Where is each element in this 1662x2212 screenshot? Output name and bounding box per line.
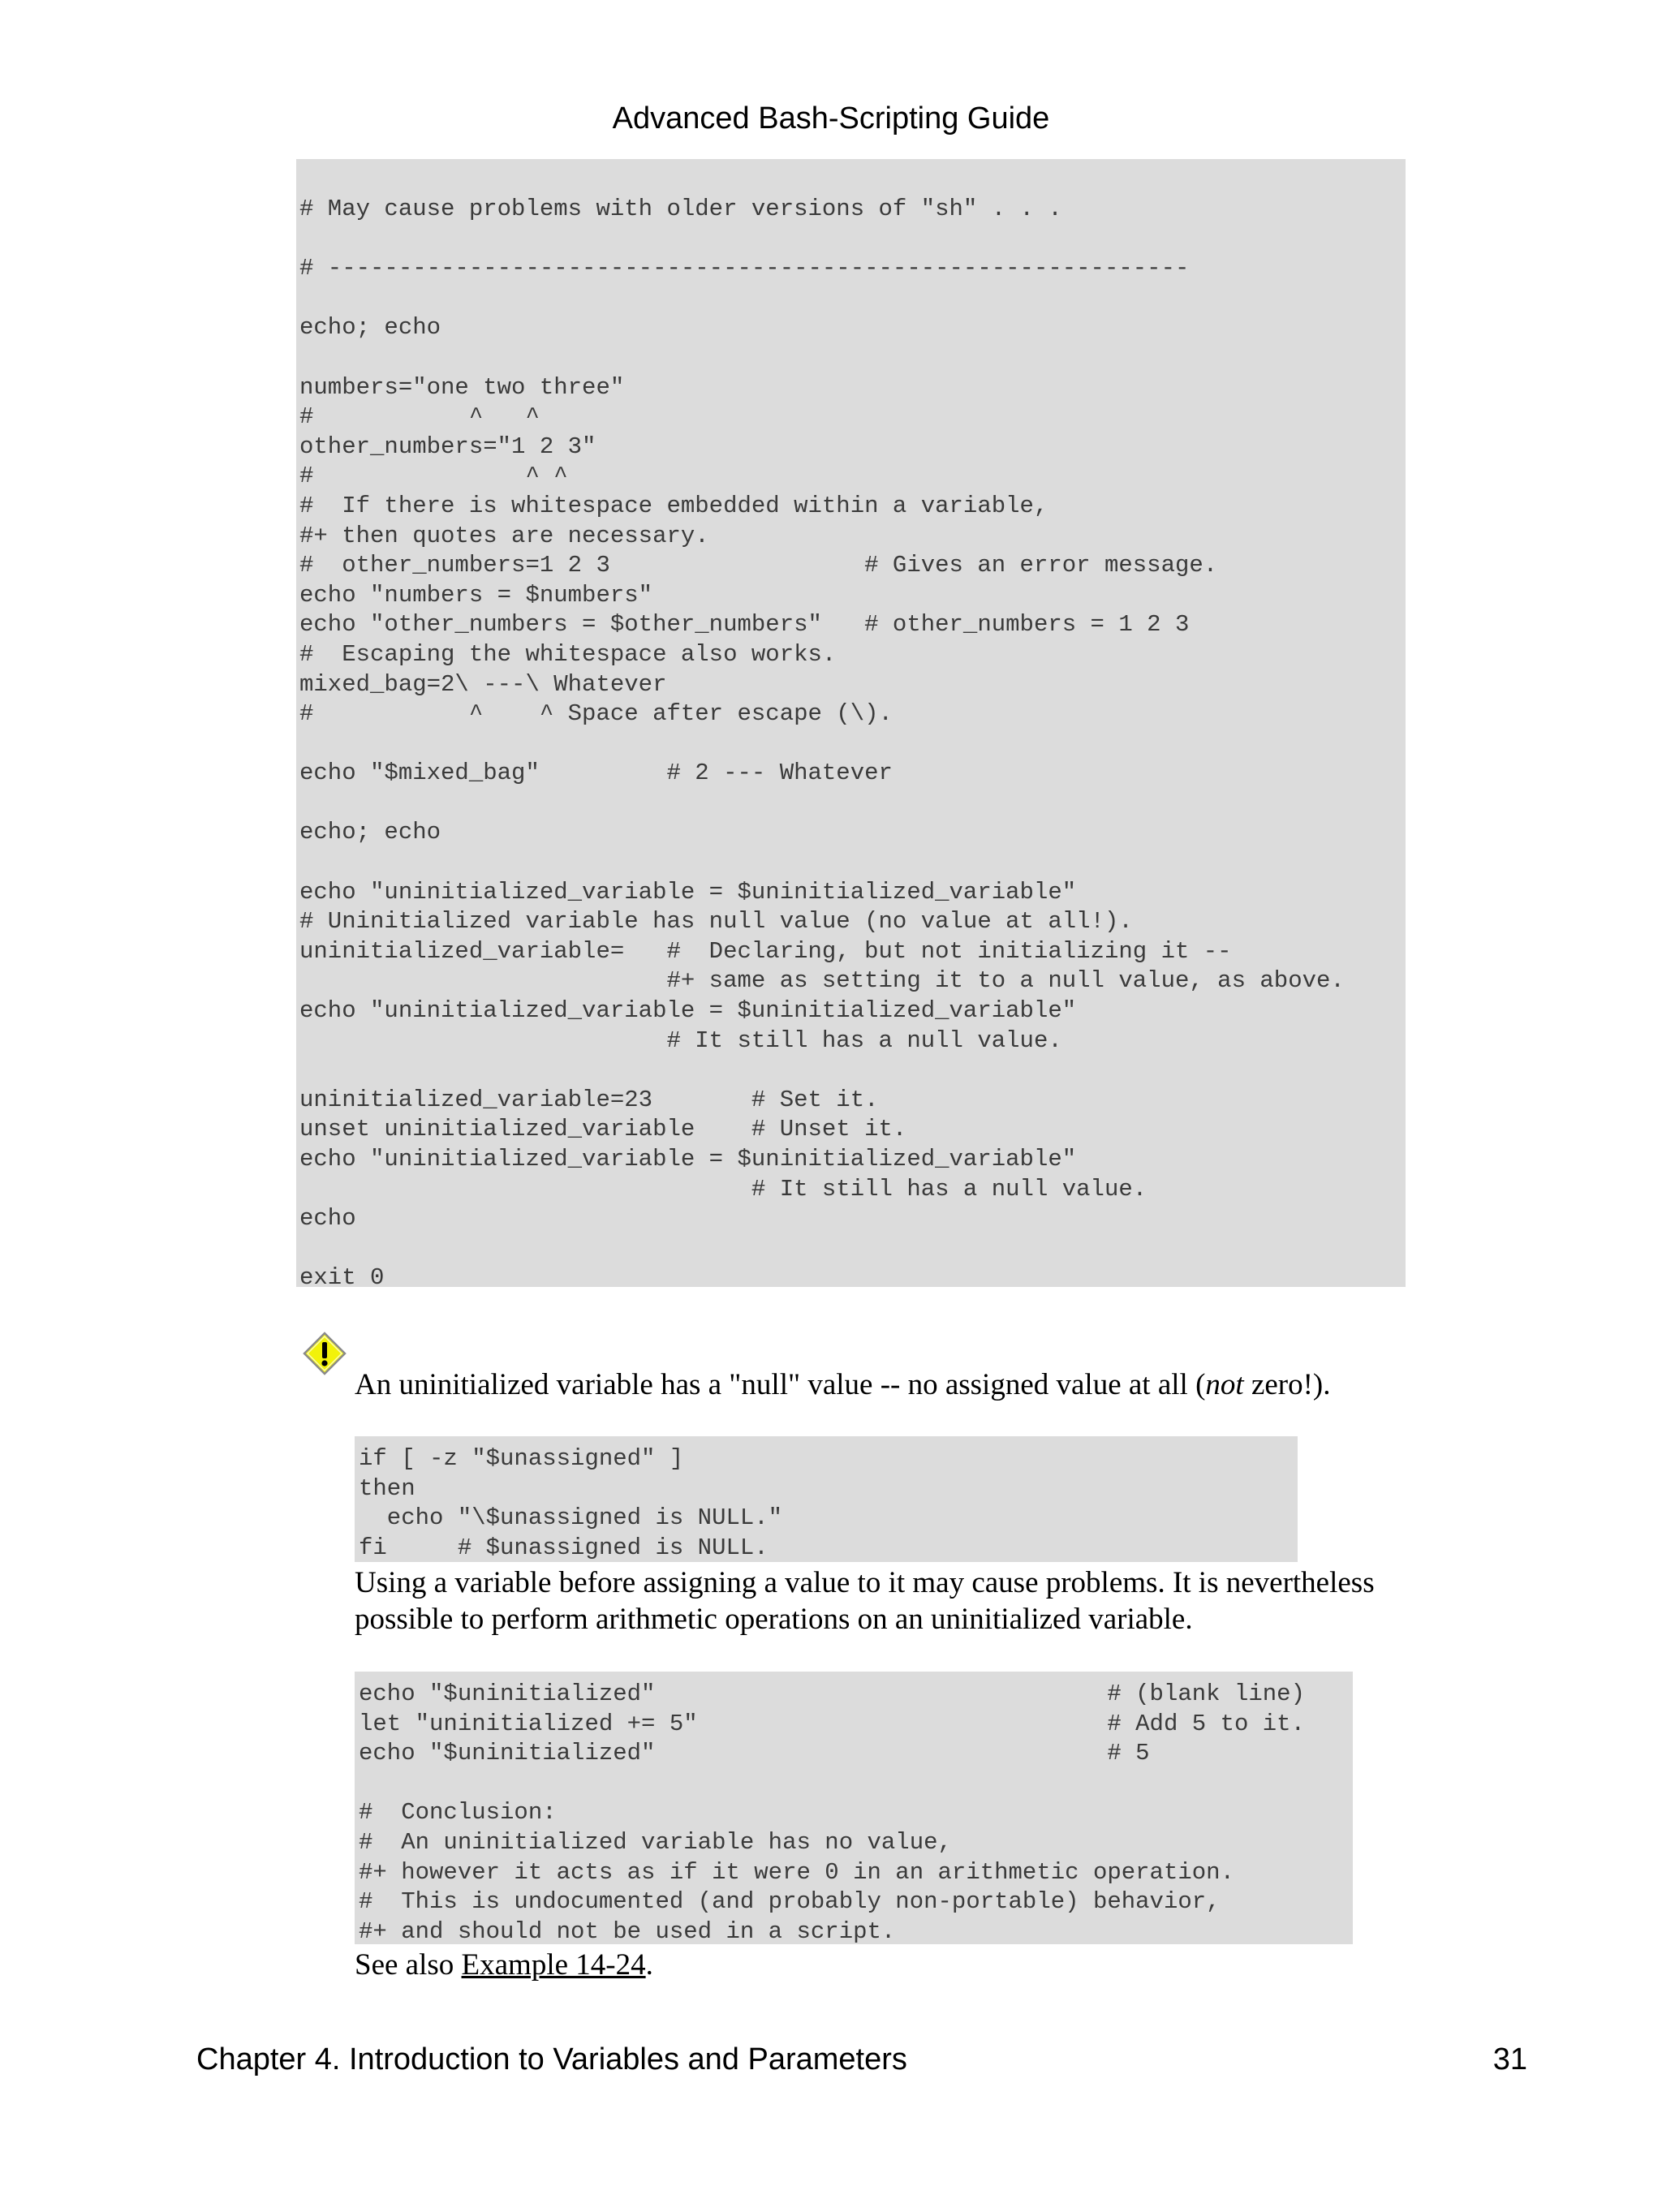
code-line bbox=[299, 1234, 1406, 1264]
see-also-suffix: . bbox=[645, 1948, 653, 1982]
code-line: echo "$mixed_bag" # 2 --- Whatever bbox=[299, 760, 893, 787]
code-line: # An uninitialized variable has no value, bbox=[359, 1828, 952, 1856]
code-line: fi # $unassigned is NULL. bbox=[359, 1534, 769, 1561]
code-line bbox=[299, 848, 1406, 878]
footer-chapter-title: Chapter 4. Introduction to Variables and Parameters bbox=[196, 2042, 907, 2076]
code-line: # It still has a null value. bbox=[299, 1175, 1147, 1203]
code-line: echo "uninitialized_variable = $uninitialized_variable" bbox=[299, 878, 1077, 906]
code-line: # Escaping the whitespace also works. bbox=[299, 640, 837, 668]
code-line bbox=[299, 729, 1406, 760]
code-line: #+ however it acts as if it were 0 in an arithmetic operation. bbox=[359, 1858, 1234, 1886]
code-line: # Conclusion: bbox=[359, 1799, 557, 1827]
code-line: #+ same as setting it to a null value, as above. bbox=[299, 967, 1345, 995]
page-number: 31 bbox=[1492, 2042, 1527, 2076]
code-line bbox=[299, 343, 1406, 373]
code-line: # other_numbers=1 2 3 # Gives an error message. bbox=[299, 552, 1218, 579]
code-line bbox=[299, 225, 1406, 255]
code-line: #+ then quotes are necessary. bbox=[299, 522, 709, 549]
code-line: # Uninitialized variable has null value (no value at all!). bbox=[299, 908, 1133, 936]
code-line: # ^ ^ bbox=[299, 463, 568, 490]
code-line: echo "$uninitialized" # (blank line) bbox=[359, 1681, 1305, 1707]
code-line: unset uninitialized_variable # Unset it. bbox=[299, 1116, 907, 1143]
caution-text-before: An uninitialized variable has a "null" value -- no assigned value at all ( bbox=[355, 1368, 1206, 1401]
code-line: #+ and should not be used in a script. bbox=[359, 1917, 896, 1944]
code-line: echo "\$unassigned is NULL." bbox=[359, 1504, 783, 1532]
code-line bbox=[299, 284, 1406, 314]
code-line: # This is undocumented (and probably non-portable) behavior, bbox=[359, 1888, 1221, 1916]
code-line: echo bbox=[299, 1205, 356, 1233]
code-line: if [ -z "$unassigned" ] bbox=[359, 1445, 684, 1472]
code-line: mixed_bag=2\ ---\ Whatever bbox=[299, 670, 667, 698]
code-line: # May cause problems with older versions of "sh" . . . bbox=[299, 196, 1062, 222]
code-line: uninitialized_variable= # Declaring, but not initializing it -- bbox=[299, 937, 1232, 965]
page-header: Advanced Bash-Scripting Guide bbox=[612, 101, 1050, 136]
code-block-main bbox=[296, 159, 1406, 1287]
code-line: # If there is whitespace embedded within a variable, bbox=[299, 492, 1048, 519]
code-line: uninitialized_variable=23 # Set it. bbox=[299, 1086, 879, 1113]
code-line: then bbox=[359, 1474, 416, 1502]
see-also-prefix: See also bbox=[355, 1948, 462, 1982]
code-line bbox=[359, 1769, 1353, 1799]
code-line: echo "uninitialized_variable = $uninitialized_variable" bbox=[299, 1146, 1077, 1173]
code-line: # ^ ^ bbox=[299, 403, 540, 431]
code-line: echo "other_numbers = $other_numbers" # other_numbers = 1 2 3 bbox=[299, 611, 1190, 639]
code-line: other_numbers="1 2 3" bbox=[299, 433, 596, 460]
code-line: echo "uninitialized_variable = $uninitialized_variable" bbox=[299, 997, 1077, 1025]
code-line: numbers="one two three" bbox=[299, 373, 625, 401]
caution-text-after: zero!). bbox=[1243, 1368, 1331, 1401]
arithmetic-note-paragraph: Using a variable before assigning a value to it may cause problems. It is nevertheless possible to perform arithmetic operations on an uninitialized variable. bbox=[355, 1566, 1375, 1636]
code-line: let "uninitialized += 5" # Add 5 to it. bbox=[359, 1710, 1305, 1737]
code-line: # ------------------------------------------------------------- bbox=[299, 255, 1190, 282]
code-block-null-test bbox=[355, 1436, 1298, 1562]
example-link[interactable]: Example 14-24 bbox=[461, 1948, 646, 1982]
code-line: echo; echo bbox=[299, 819, 441, 846]
code-line: exit 0 bbox=[299, 1264, 385, 1287]
code-line: echo "numbers = $numbers" bbox=[299, 581, 653, 609]
caution-text-emphasis: not bbox=[1205, 1368, 1244, 1401]
code-line bbox=[299, 1056, 1406, 1086]
code-line: echo; echo bbox=[299, 314, 441, 342]
caution-text bbox=[355, 1366, 1426, 1403]
see-also-paragraph bbox=[355, 1947, 1426, 1983]
code-line: echo "$uninitialized" # 5 bbox=[359, 1740, 1150, 1767]
code-line: # ^ ^ Space after escape (\). bbox=[299, 700, 893, 728]
code-line: # It still has a null value. bbox=[299, 1026, 1062, 1054]
code-block-arithmetic bbox=[355, 1672, 1353, 1944]
code-line bbox=[299, 789, 1406, 819]
caution-icon bbox=[302, 1331, 347, 1376]
